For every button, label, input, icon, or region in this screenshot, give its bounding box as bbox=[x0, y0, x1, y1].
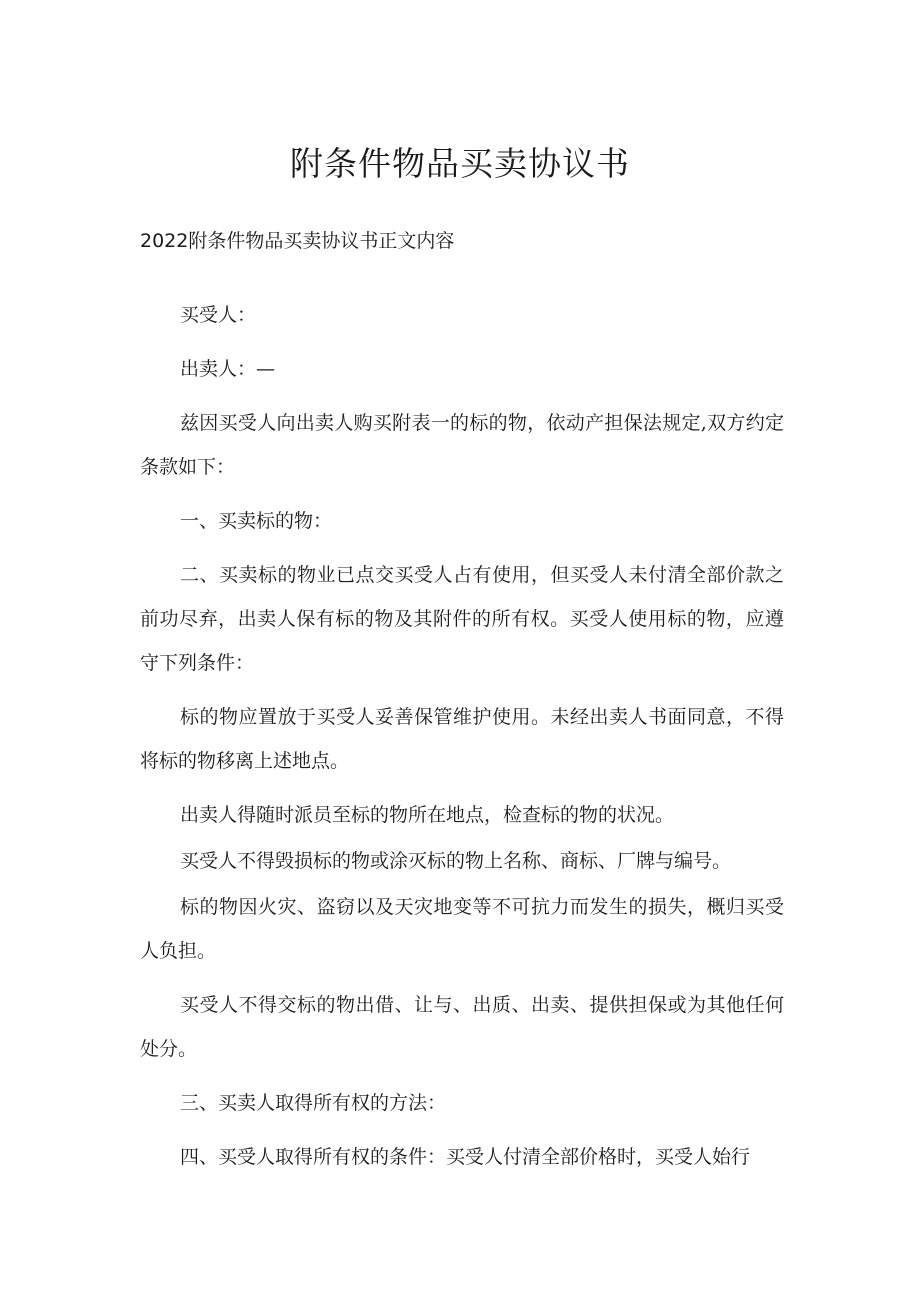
paragraph-clause-1: 一、买卖标的物： bbox=[180, 510, 333, 532]
paragraph-buyer: 买受人： bbox=[180, 304, 257, 326]
paragraph-clause-2: 二、买卖标的物业已点交买受人占有使用，但买受人未付清全部价款之前功尽弃，出卖人保有标的物及其附件的所有权。买受人使用标的物，应遵守下列条件： bbox=[140, 564, 784, 674]
paragraph-seller: 出卖人：— bbox=[180, 358, 276, 380]
paragraph-condition-force-majeure: 标的物因火灾、盗窃以及天灾地变等不可抗力而发生的损失，概归买受人负担。 bbox=[140, 896, 784, 962]
document-title: 附条件物品买卖协议书 bbox=[290, 144, 630, 183]
document-subtitle: 2022附条件物品买卖协议书正文内容 bbox=[140, 230, 455, 252]
paragraph-condition-storage: 标的物应置放于买受人妥善保管维护使用。未经出卖人书面同意，不得将标的物移离上述地点。 bbox=[140, 706, 784, 772]
document-body bbox=[140, 293, 784, 1179]
paragraph-clause-4: 四、买受人取得所有权的条件：买受人付清全部价格时，买受人始行 bbox=[180, 1146, 751, 1168]
paragraph-preamble: 兹因买受人向出卖人购买附表一的标的物，依动产担保法规定,双方约定条款如下： bbox=[140, 412, 784, 478]
paragraph-condition-no-disposal: 买受人不得交标的物出借、让与、出质、出卖、提供担保或为其他任何处分。 bbox=[140, 994, 784, 1060]
paragraph-condition-no-damage: 买受人不得毁损标的物或涂灭标的物上名称、商标、厂牌与编号。 bbox=[180, 850, 732, 872]
paragraph-clause-3: 三、买卖人取得所有权的方法： bbox=[180, 1092, 447, 1114]
paragraph-condition-inspection: 出卖人得随时派员至标的物所在地点，检查标的物的状况。 bbox=[180, 804, 675, 826]
